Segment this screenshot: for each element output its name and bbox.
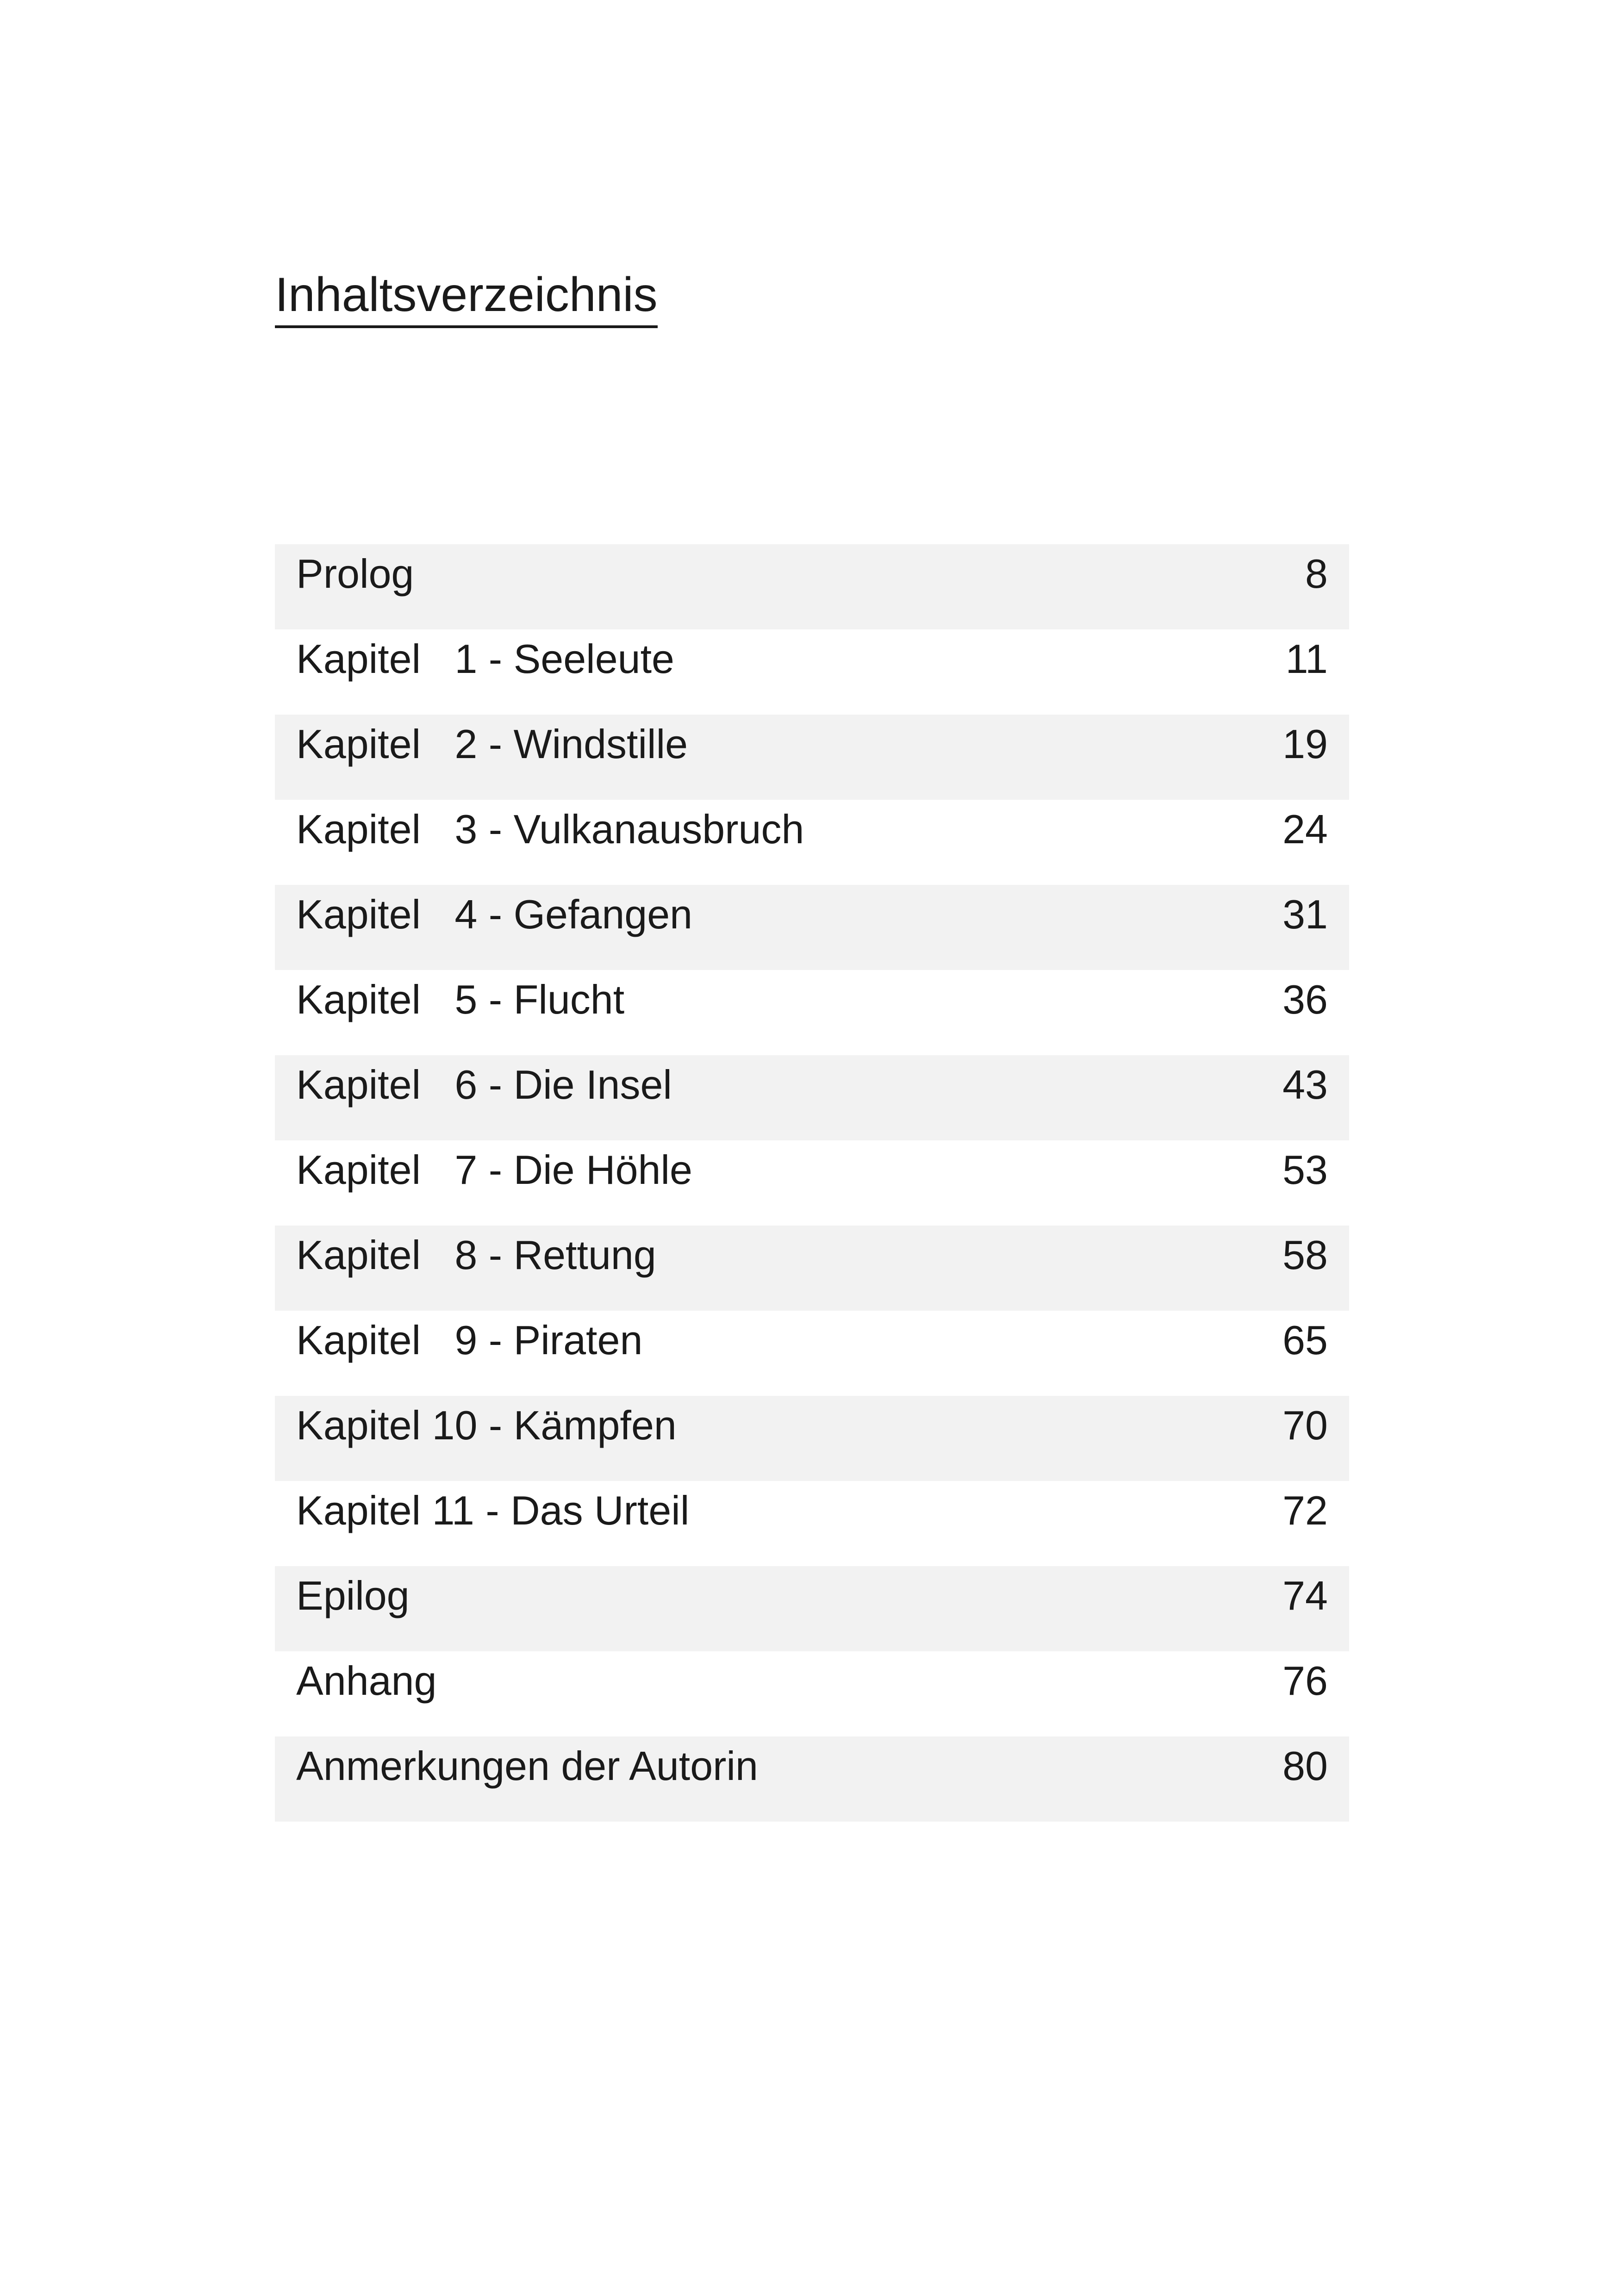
page-title: Inhaltsverzeichnis [275, 271, 658, 328]
toc-entry-page: 65 [1282, 1317, 1328, 1363]
toc-row [275, 629, 1349, 715]
toc-entry-label: Kapitel 11 - Das Urteil [296, 1487, 690, 1533]
toc-entry-label: Kapitel 1 - Seeleute [296, 636, 674, 682]
toc-entry-page: 70 [1282, 1402, 1328, 1448]
toc-entry-page: 31 [1282, 891, 1328, 937]
toc-entry-page: 36 [1282, 977, 1328, 1022]
toc-entry-label: Prolog [296, 551, 414, 597]
toc-row [275, 800, 1349, 885]
toc-row [275, 1311, 1349, 1396]
toc-row [275, 1140, 1349, 1226]
toc-entry-label: Kapitel 9 - Piraten [296, 1317, 643, 1363]
toc-row [275, 715, 1349, 800]
toc-entry-page: 24 [1282, 806, 1328, 852]
toc-entry-label: Kapitel 7 - Die Höhle [296, 1147, 692, 1193]
toc-entry-page: 58 [1282, 1232, 1328, 1278]
toc-row [275, 1566, 1349, 1651]
table-of-contents [275, 544, 1349, 1822]
toc-entry-page: 43 [1282, 1062, 1328, 1108]
toc-entry-label: Kapitel 4 - Gefangen [296, 891, 693, 937]
toc-row [275, 544, 1349, 629]
toc-row [275, 1736, 1349, 1822]
toc-entry-page: 80 [1282, 1743, 1328, 1789]
toc-entry-label: Epilog [296, 1573, 410, 1618]
toc-row [275, 1481, 1349, 1566]
toc-entry-label: Kapitel 8 - Rettung [296, 1232, 656, 1278]
toc-entry-label: Kapitel 5 - Flucht [296, 977, 625, 1022]
toc-entry-label: Kapitel 2 - Windstille [296, 721, 688, 767]
toc-row [275, 1651, 1349, 1736]
toc-entry-page: 19 [1282, 721, 1328, 767]
toc-entry-page: 53 [1282, 1147, 1328, 1193]
toc-row [275, 1226, 1349, 1311]
toc-entry-page: 11 [1285, 636, 1328, 682]
toc-entry-label: Kapitel 3 - Vulkanausbruch [296, 806, 804, 852]
toc-entry-label: Kapitel 6 - Die Insel [296, 1062, 672, 1108]
toc-entry-page: 74 [1282, 1573, 1328, 1618]
toc-entry-page: 8 [1305, 551, 1328, 597]
toc-entry-page: 72 [1282, 1487, 1328, 1533]
toc-row [275, 885, 1349, 970]
toc-row [275, 970, 1349, 1055]
toc-row [275, 1055, 1349, 1140]
toc-entry-label: Anmerkungen der Autorin [296, 1743, 758, 1789]
toc-entry-label: Kapitel 10 - Kämpfen [296, 1402, 677, 1448]
toc-row [275, 1396, 1349, 1481]
toc-entry-page: 76 [1282, 1658, 1328, 1704]
toc-entry-label: Anhang [296, 1658, 437, 1704]
